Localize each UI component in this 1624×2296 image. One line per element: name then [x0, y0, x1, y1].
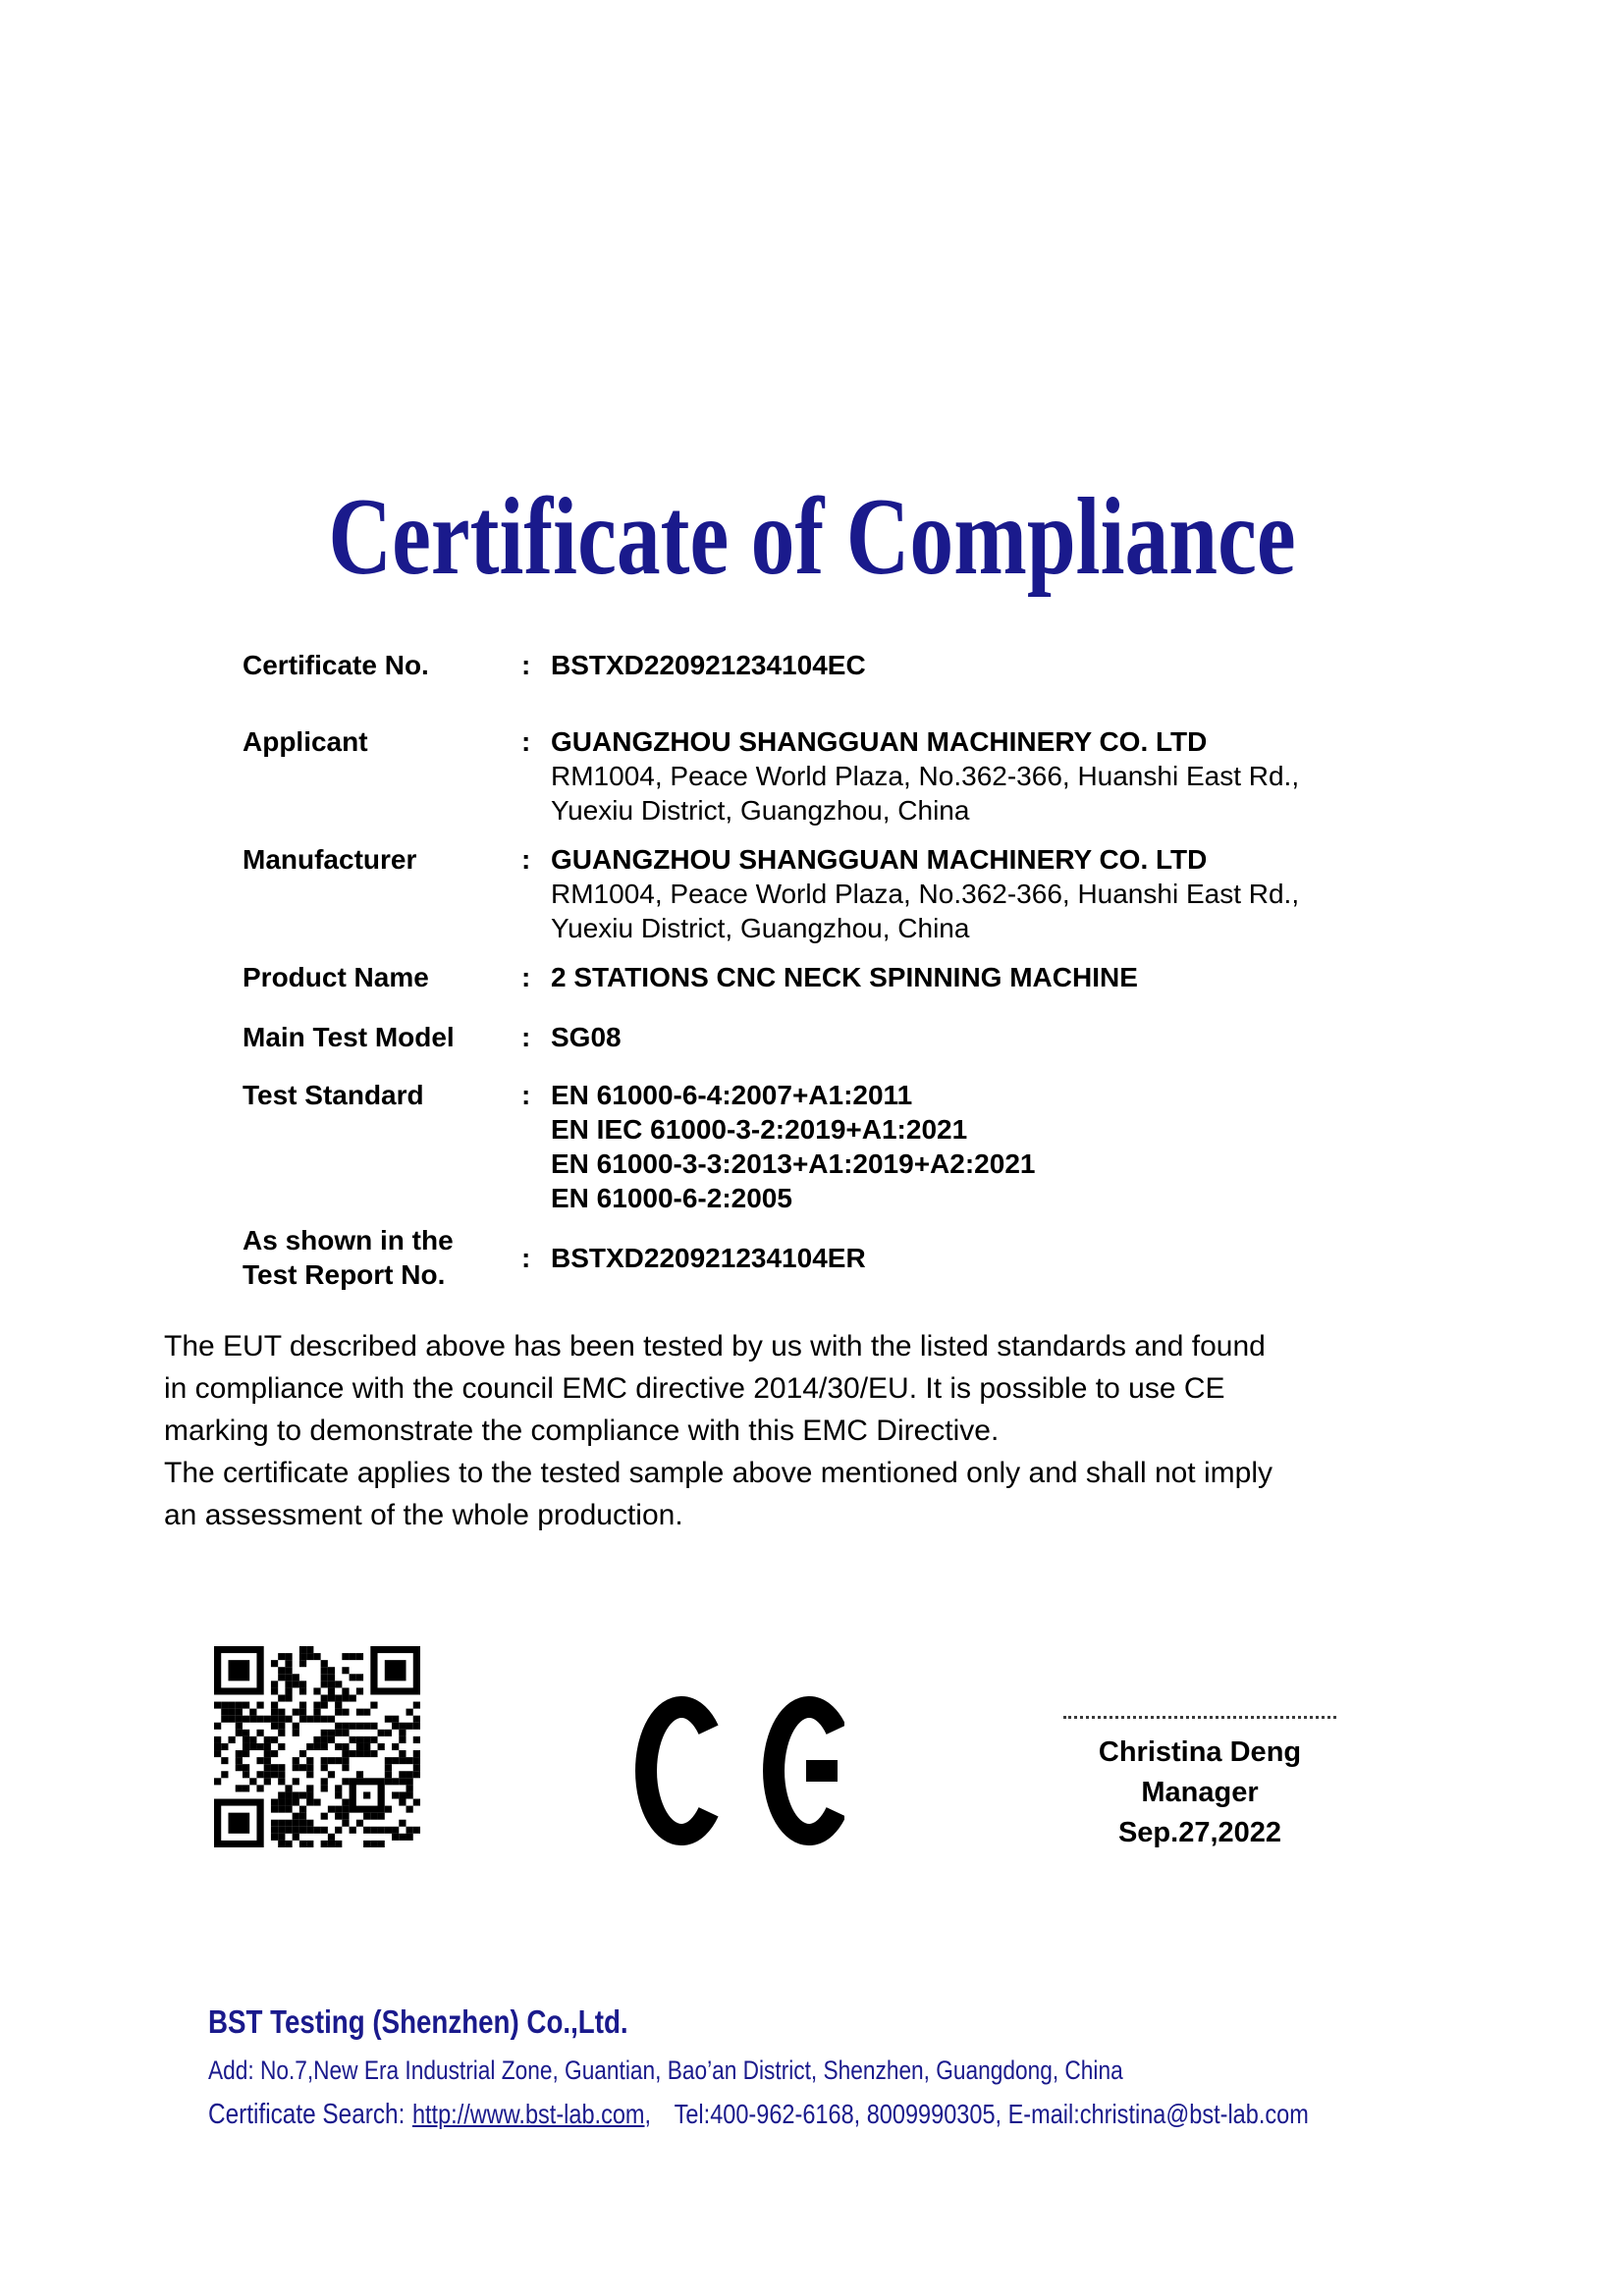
main-test-model-value: SG08: [551, 1022, 622, 1052]
statement-line: marking to demonstrate the compliance with this EMC Directive.: [164, 1415, 1000, 1447]
signatory-name: Christina Deng: [1098, 1736, 1302, 1768]
search-url-comma: ,: [644, 2099, 652, 2129]
lab-company-name: BST Testing (Shenzhen) Co.,Ltd.: [208, 2003, 628, 2040]
lab-contact-info: Tel:400-962-6168, 8009990305, E-mail:christina@bst-lab.com: [674, 2099, 1309, 2129]
field-row-applicant: [243, 724, 1450, 828]
main-test-model-label: Main Test Model: [243, 1022, 455, 1052]
statement-line: in compliance with the council EMC directive 2014/30/EU. It is possible to use CE: [164, 1372, 1225, 1405]
field-row-manufacturer: [243, 842, 1450, 945]
test-standard-item: EN 61000-6-4:2007+A1:2011: [551, 1080, 913, 1110]
manufacturer-address-line-1: RM1004, Peace World Plaza, No.362-366, Huanshi East Rd.,: [551, 879, 1300, 909]
certificate-info-table: [243, 648, 1450, 1292]
field-row-product-name: [243, 960, 1450, 994]
certificate-no-label: Certificate No.: [243, 650, 429, 680]
product-name-label: Product Name: [243, 962, 429, 992]
statement-line: The certificate applies to the tested sample above mentioned only and shall not imply: [164, 1457, 1272, 1489]
manufacturer-address-line-2: Yuexiu District, Guangzhou, China: [551, 913, 970, 943]
compliance-statement: [164, 1325, 1460, 1536]
colon-separator: :: [521, 726, 531, 757]
applicant-address-line-1: RM1004, Peace World Plaza, No.362-366, Huanshi East Rd.,: [551, 761, 1300, 791]
field-row-test-standard: [243, 1078, 1450, 1215]
test-report-label-line-2: Test Report No.: [243, 1259, 446, 1290]
signature-block: [1060, 1716, 1339, 1853]
test-report-label-line-1: As shown in the: [243, 1225, 454, 1255]
lab-address: Add: No.7,New Era Industrial Zone, Guantian, Bao’an District, Shenzhen, Guangdong, China: [208, 2056, 1123, 2085]
colon-separator: :: [521, 962, 531, 992]
colon-separator: :: [521, 650, 531, 680]
signatory-role: Manager: [1141, 1777, 1259, 1808]
applicant-name: GUANGZHOU SHANGGUAN MACHINERY CO. LTD: [551, 726, 1208, 757]
field-row-main-test-model: [243, 1020, 1450, 1054]
field-row-certificate-no: [243, 648, 1450, 682]
test-standard-label: Test Standard: [243, 1080, 424, 1110]
colon-separator: :: [521, 1080, 531, 1110]
certificate-search-line: [208, 2097, 1346, 2132]
manufacturer-name: GUANGZHOU SHANGGUAN MACHINERY CO. LTD: [551, 844, 1208, 875]
colon-separator: :: [521, 1022, 531, 1052]
manufacturer-label: Manufacturer: [243, 844, 417, 875]
product-name-value: 2 STATIONS CNC NECK SPINNING MACHINE: [551, 962, 1138, 992]
applicant-address-line-2: Yuexiu District, Guangzhou, China: [551, 795, 970, 826]
statement-line: an assessment of the whole production.: [164, 1499, 683, 1531]
colon-separator: :: [521, 844, 531, 875]
signature-dotted-line: [1063, 1716, 1336, 1719]
field-row-test-report-no: [243, 1223, 1450, 1292]
certificate-search-label: Certificate Search:: [208, 2099, 406, 2130]
test-report-no-value: BSTXD220921234104ER: [551, 1242, 866, 1273]
certificate-search-url-link[interactable]: http://www.bst-lab.com: [411, 2099, 645, 2129]
certificate-title: Certificate of Compliance: [328, 476, 1296, 598]
applicant-label: Applicant: [243, 726, 368, 757]
test-standard-item: EN 61000-3-3:2013+A1:2019+A2:2021: [551, 1148, 1036, 1179]
colon-separator: :: [521, 1242, 531, 1273]
statement-line: The EUT described above has been tested by us with the listed standards and found: [164, 1330, 1266, 1362]
signature-date: Sep.27,2022: [1117, 1817, 1282, 1848]
ce-mark-icon: [635, 1696, 844, 1845]
qr-code: [214, 1646, 420, 1847]
lab-footer: [208, 2002, 1563, 2132]
test-standard-item: EN 61000-6-2:2005: [551, 1183, 792, 1213]
test-standard-item: EN IEC 61000-3-2:2019+A1:2021: [551, 1114, 968, 1145]
certificate-no-value: BSTXD220921234104EC: [551, 650, 866, 680]
